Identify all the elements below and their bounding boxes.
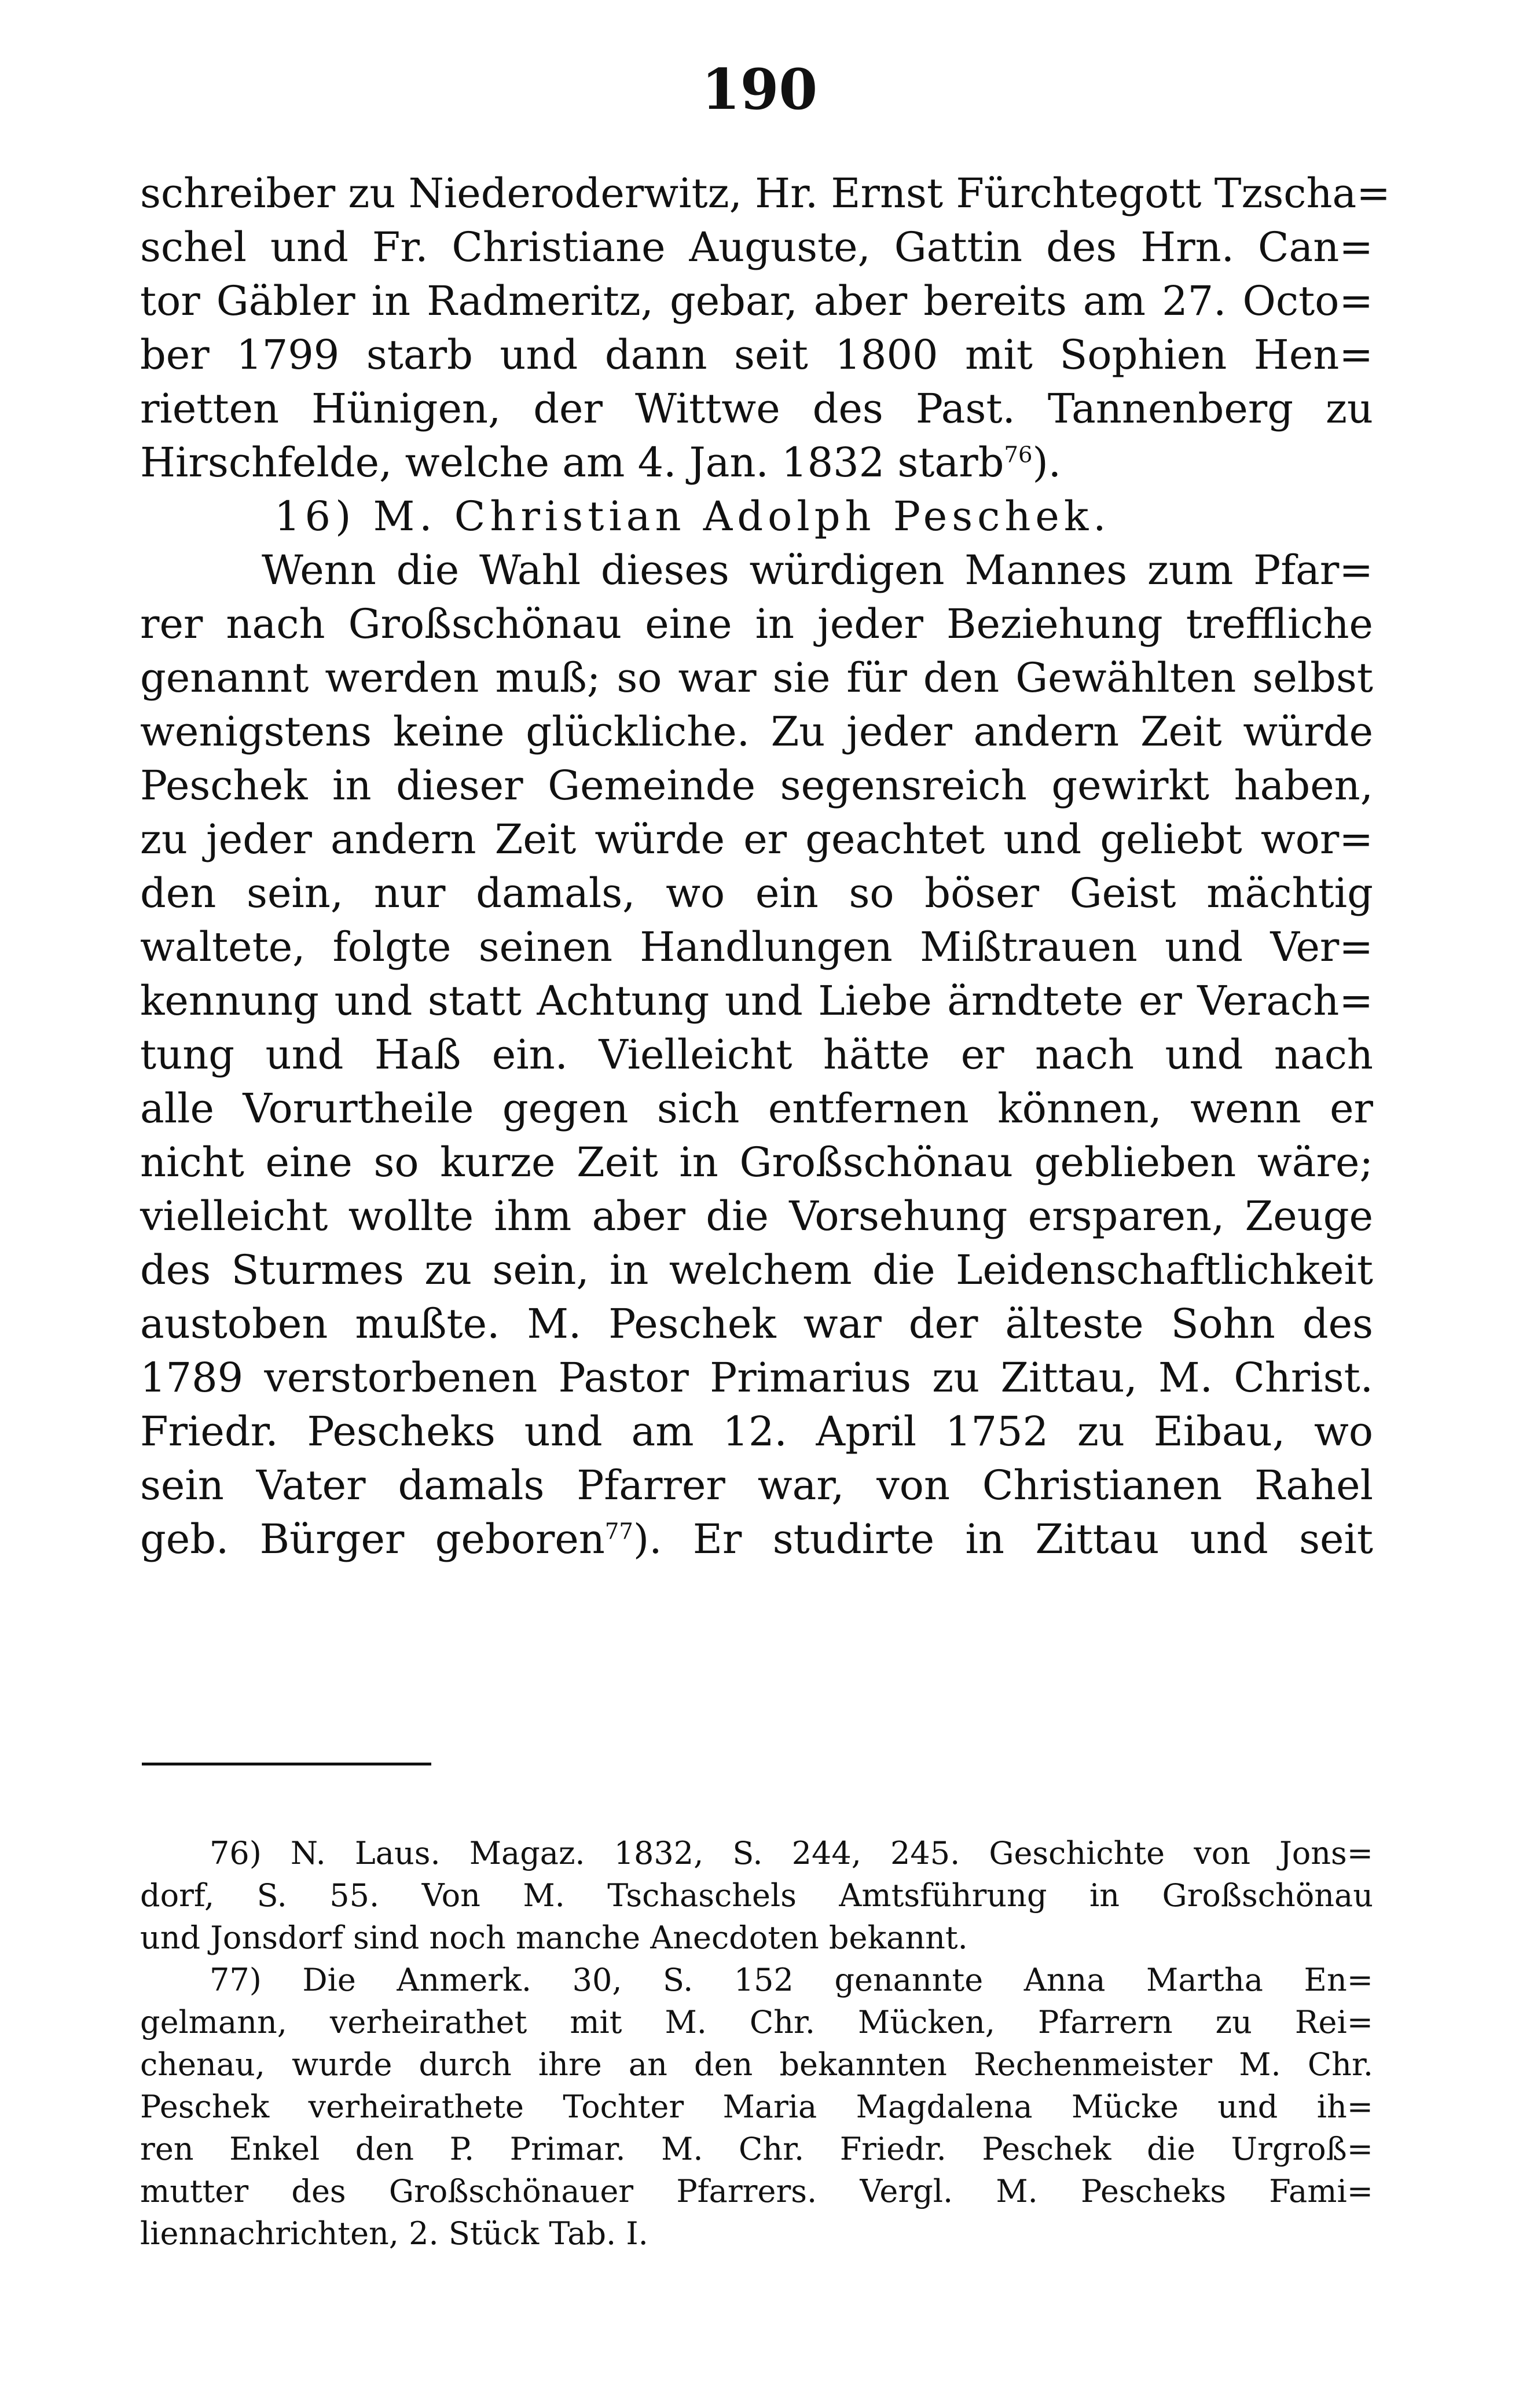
text-line: Friedr. Pescheks und am 12. April 1752 zu Eibau, wo bbox=[140, 1408, 1373, 1455]
footnote-line: liennachrichten, 2. Stück Tab. I. bbox=[140, 2215, 648, 2252]
footnote-line: gelmann, verheirathet mit M. Chr. Mücken, Pfarrern zu Rei= bbox=[140, 2004, 1373, 2040]
text-line: rer nach Großschönau eine in jeder Beziehung treffliche bbox=[140, 600, 1373, 648]
text-line-content: geb. Bürger geboren bbox=[140, 1515, 605, 1563]
text-line: tor Gäbler in Radmeritz, gebar, aber bereits am 27. Octo= bbox=[140, 277, 1373, 325]
text-line: schreiber zu Niederoderwitz, Hr. Ernst Fürchtegott Tzscha= bbox=[140, 170, 1390, 217]
footnote-line: ren Enkel den P. Primar. M. Chr. Friedr. Peschek die Urgroß= bbox=[140, 2131, 1373, 2167]
text-line: waltete, folgte seinen Handlungen Mißtrauen und Ver= bbox=[140, 923, 1373, 971]
text-line: nicht eine so kurze Zeit in Großschönau geblieben wäre; bbox=[140, 1139, 1373, 1186]
text-line bbox=[140, 436, 1373, 490]
footnote-line: 76) N. Laus. Magaz. 1832, S. 244, 245. Geschichte von Jons= bbox=[210, 1835, 1373, 1871]
text-line: zu jeder andern Zeit würde er geachtet und geliebt wor= bbox=[140, 816, 1373, 863]
main-text bbox=[140, 167, 1390, 1566]
footnote-ref: 77 bbox=[604, 1518, 633, 1545]
text-line: wenigstens keine glückliche. Zu jeder andern Zeit würde bbox=[140, 708, 1373, 755]
footnote-ref: 76 bbox=[1004, 442, 1033, 468]
text-line: austoben mußte. M. Peschek war der älteste Sohn des bbox=[140, 1300, 1373, 1348]
text-line bbox=[140, 1513, 1373, 1566]
footnote-divider bbox=[142, 1763, 431, 1765]
text-line: Wenn die Wahl dieses würdigen Mannes zum Pfar= bbox=[262, 546, 1373, 594]
text-line: Peschek in dieser Gemeinde segensreich gewirkt haben, bbox=[140, 762, 1373, 809]
section-heading: 16) M. Christian Adolph Peschek. bbox=[274, 493, 1111, 540]
text-line: genannt werden muß; so war sie für den Gewählten selbst bbox=[140, 654, 1373, 702]
text-line: 1789 verstorbenen Pastor Primarius zu Zittau, M. Christ. bbox=[140, 1354, 1373, 1401]
footnotes bbox=[140, 1832, 1373, 2255]
footnote-line: chenau, wurde durch ihre an den bekannten Rechenmeister M. Chr. bbox=[140, 2046, 1373, 2083]
page-number: 190 bbox=[701, 57, 818, 122]
footnote-line: 77) Die Anmerk. 30, S. 152 genannte Anna Martha En= bbox=[210, 1962, 1373, 1998]
footnote-line: dorf, S. 55. Von M. Tschaschels Amtsführung in Großschönau bbox=[140, 1877, 1373, 1914]
text-line-content: Hirschfelde, welche am 4. Jan. 1832 starb bbox=[140, 439, 1004, 486]
text-line: des Sturmes zu sein, in welchem die Leidenschaftlichkeit bbox=[140, 1246, 1373, 1294]
text-line-tail: ). Er studirte in Zittau und seit bbox=[633, 1515, 1373, 1563]
text-line: tung und Haß ein. Vielleicht hätte er nach und nach bbox=[140, 1031, 1373, 1078]
footnote-line: und Jonsdorf sind noch manche Anecdoten bekannt. bbox=[140, 1919, 968, 1956]
text-line: sein Vater damals Pfarrer war, von Christianen Rahel bbox=[140, 1462, 1373, 1509]
text-line: den sein, nur damals, wo ein so böser Geist mächtig bbox=[140, 869, 1373, 917]
text-line: rietten Hünigen, der Wittwe des Past. Tannenberg zu bbox=[140, 385, 1373, 432]
footnote-line: Peschek verheirathete Tochter Maria Magdalena Mücke und ih= bbox=[140, 2088, 1373, 2125]
text-line: kennung und statt Achtung und Liebe ärndtete er Verach= bbox=[140, 977, 1373, 1025]
text-line-tail: ). bbox=[1032, 439, 1062, 486]
text-line: alle Vorurtheile gegen sich entfernen können, wenn er bbox=[140, 1085, 1373, 1132]
text-line: vielleicht wollte ihm aber die Vorsehung ersparen, Zeuge bbox=[140, 1192, 1373, 1240]
text-line: ber 1799 starb und dann seit 1800 mit Sophien Hen= bbox=[140, 331, 1373, 379]
text-line: schel und Fr. Christiane Auguste, Gattin des Hrn. Can= bbox=[140, 223, 1373, 271]
footnote-line: mutter des Großschönauer Pfarrers. Vergl. M. Pescheks Fami= bbox=[140, 2173, 1373, 2209]
